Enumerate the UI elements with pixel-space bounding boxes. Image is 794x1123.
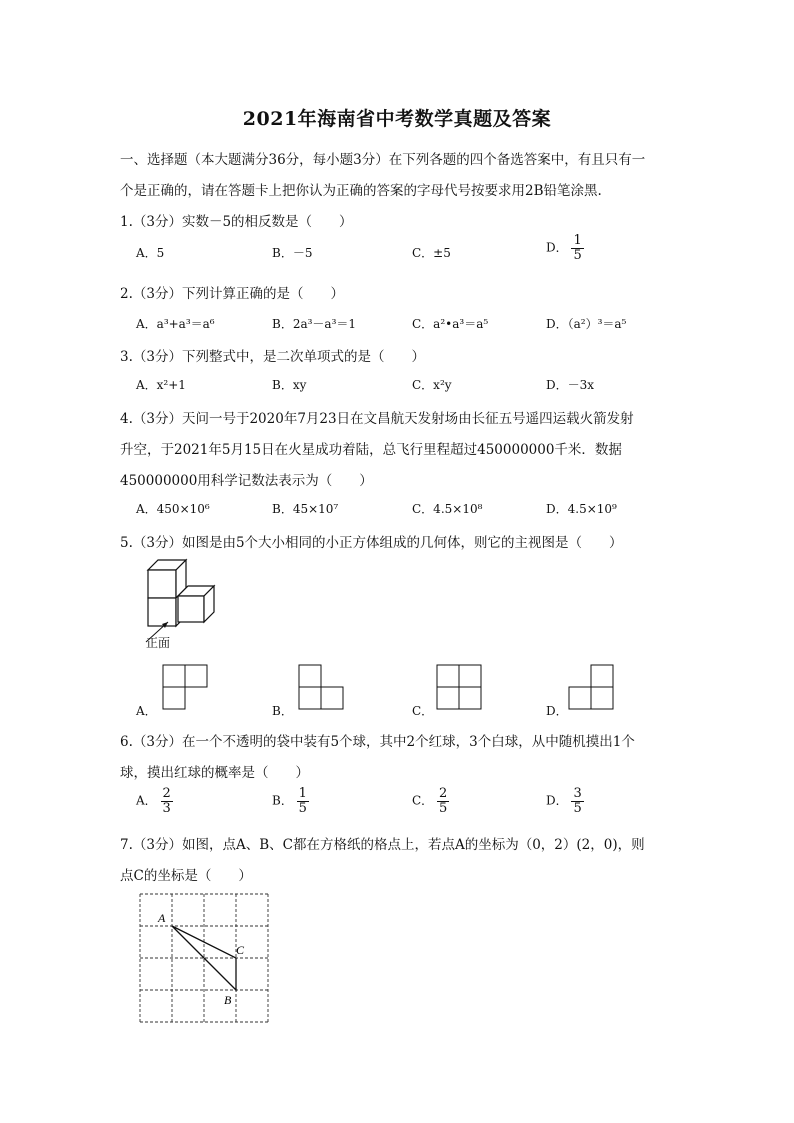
q2-option-c: C．a²•a³＝a⁵ bbox=[412, 317, 489, 331]
section-intro-line-1: 一、选择题（本大题满分36分，每小题3分）在下列各题的四个备选答案中，有且只有一 bbox=[120, 152, 646, 168]
q2-option-d: D．（a²）³＝a⁵ bbox=[546, 317, 627, 331]
denominator: 3 bbox=[162, 800, 171, 816]
denominator: 5 bbox=[573, 800, 582, 816]
q6-stem-line-2: 球，摸出红球的概率是（ ） bbox=[120, 765, 309, 781]
q5-option-c-figure bbox=[436, 664, 484, 710]
q5-option-c: C． bbox=[412, 704, 434, 718]
q5-option-a-figure bbox=[162, 664, 210, 710]
q3-option-a: A．x²+1 bbox=[136, 378, 186, 392]
section-intro-line-2: 个是正确的，请在答题卡上把你认为正确的答案的字母代号按要求用2B铅笔涂黑. bbox=[120, 183, 602, 199]
point-label-c: C bbox=[236, 943, 245, 957]
page-title: 2021年海南省中考数学真题及答案 bbox=[242, 108, 552, 130]
point-label-a: A bbox=[158, 911, 166, 925]
q4-stem-line-1: 4.（3分）天问一号于2020年7月23日在文昌航天发射场由长征五号遥四运载火箭发射 bbox=[120, 411, 634, 427]
q4-option-b: B．45×10⁷ bbox=[272, 502, 339, 516]
denominator: 5 bbox=[573, 247, 582, 263]
q6-option-b bbox=[272, 787, 309, 815]
q1-option-b: B．－5 bbox=[272, 246, 313, 260]
q4-option-c: C．4.5×10⁸ bbox=[412, 502, 483, 516]
q1-option-d bbox=[546, 234, 584, 262]
q7-stem-line-1: 7.（3分）如图，点A、B、C都在方格纸的格点上，若点A的坐标为（0，2）(2，0)，则 bbox=[120, 837, 645, 853]
q5-option-b: B． bbox=[272, 704, 293, 718]
q1-option-a: A．5 bbox=[136, 246, 165, 260]
point-label-b: B bbox=[224, 993, 232, 1007]
q4-stem-line-2: 升空，于2021年5月15日在火星成功着陆，总飞行里程超过450000000千米．数据 bbox=[120, 442, 622, 458]
q5-option-a: A． bbox=[136, 704, 157, 718]
q3-option-c: C．x²y bbox=[412, 378, 452, 392]
q7-stem-line-2: 点C的坐标是（ ） bbox=[120, 868, 252, 884]
q1-stem: 1.（3分）实数－5的相反数是（ ） bbox=[120, 214, 353, 230]
q5-stem: 5.（3分）如图是由5个大小相同的小正方体组成的几何体，则它的主视图是（ ） bbox=[120, 535, 623, 551]
q7-grid-figure bbox=[138, 892, 270, 1024]
q4-option-a: A．450×10⁶ bbox=[136, 502, 210, 516]
q2-option-a: A．a³+a³＝a⁶ bbox=[136, 317, 215, 331]
denominator: 5 bbox=[298, 800, 307, 816]
numerator: 1 bbox=[573, 233, 582, 248]
numerator: 2 bbox=[439, 786, 448, 801]
q6-option-c bbox=[412, 787, 449, 815]
q6-option-a bbox=[136, 787, 173, 815]
q5-option-b-figure bbox=[298, 664, 346, 710]
q1-option-c: C．±5 bbox=[412, 246, 451, 260]
q6-option-a-label: A． bbox=[136, 793, 157, 808]
numerator: 2 bbox=[162, 786, 171, 801]
q6-option-c-label: C． bbox=[412, 793, 434, 808]
q2-option-b: B．2a³－a³＝1 bbox=[272, 317, 357, 331]
q6-option-a-fraction bbox=[161, 787, 173, 815]
q3-option-b: B．xy bbox=[272, 378, 307, 392]
q6-stem-line-1: 6.（3分）在一个不透明的袋中装有5个球，其中2个红球，3个白球，从中随机摸出1个 bbox=[120, 734, 635, 750]
q6-option-b-label: B． bbox=[272, 793, 293, 808]
numerator: 1 bbox=[298, 786, 307, 801]
q1-option-d-label: D． bbox=[546, 240, 568, 255]
denominator: 5 bbox=[439, 800, 448, 816]
q5-option-d-figure bbox=[568, 664, 616, 710]
q2-stem: 2.（3分）下列计算正确的是（ ） bbox=[120, 286, 344, 302]
q6-option-d-fraction bbox=[571, 787, 583, 815]
q3-option-d: D．－3x bbox=[546, 378, 595, 392]
numerator: 3 bbox=[573, 786, 582, 801]
q6-option-b-fraction bbox=[297, 787, 309, 815]
q6-option-c-fraction bbox=[437, 787, 449, 815]
q1-option-d-fraction bbox=[571, 234, 583, 262]
q5-option-d: D． bbox=[546, 704, 568, 718]
q6-option-d-label: D． bbox=[546, 793, 568, 808]
q4-stem-line-3: 450000000用科学记数法表示为（ ） bbox=[120, 473, 373, 489]
q6-option-d bbox=[546, 787, 584, 815]
q4-option-d: D．4.5×10⁹ bbox=[546, 502, 617, 516]
q3-stem: 3.（3分）下列整式中，是二次单项式的是（ ） bbox=[120, 349, 425, 365]
q5-figure-label: 正面 bbox=[146, 636, 171, 650]
